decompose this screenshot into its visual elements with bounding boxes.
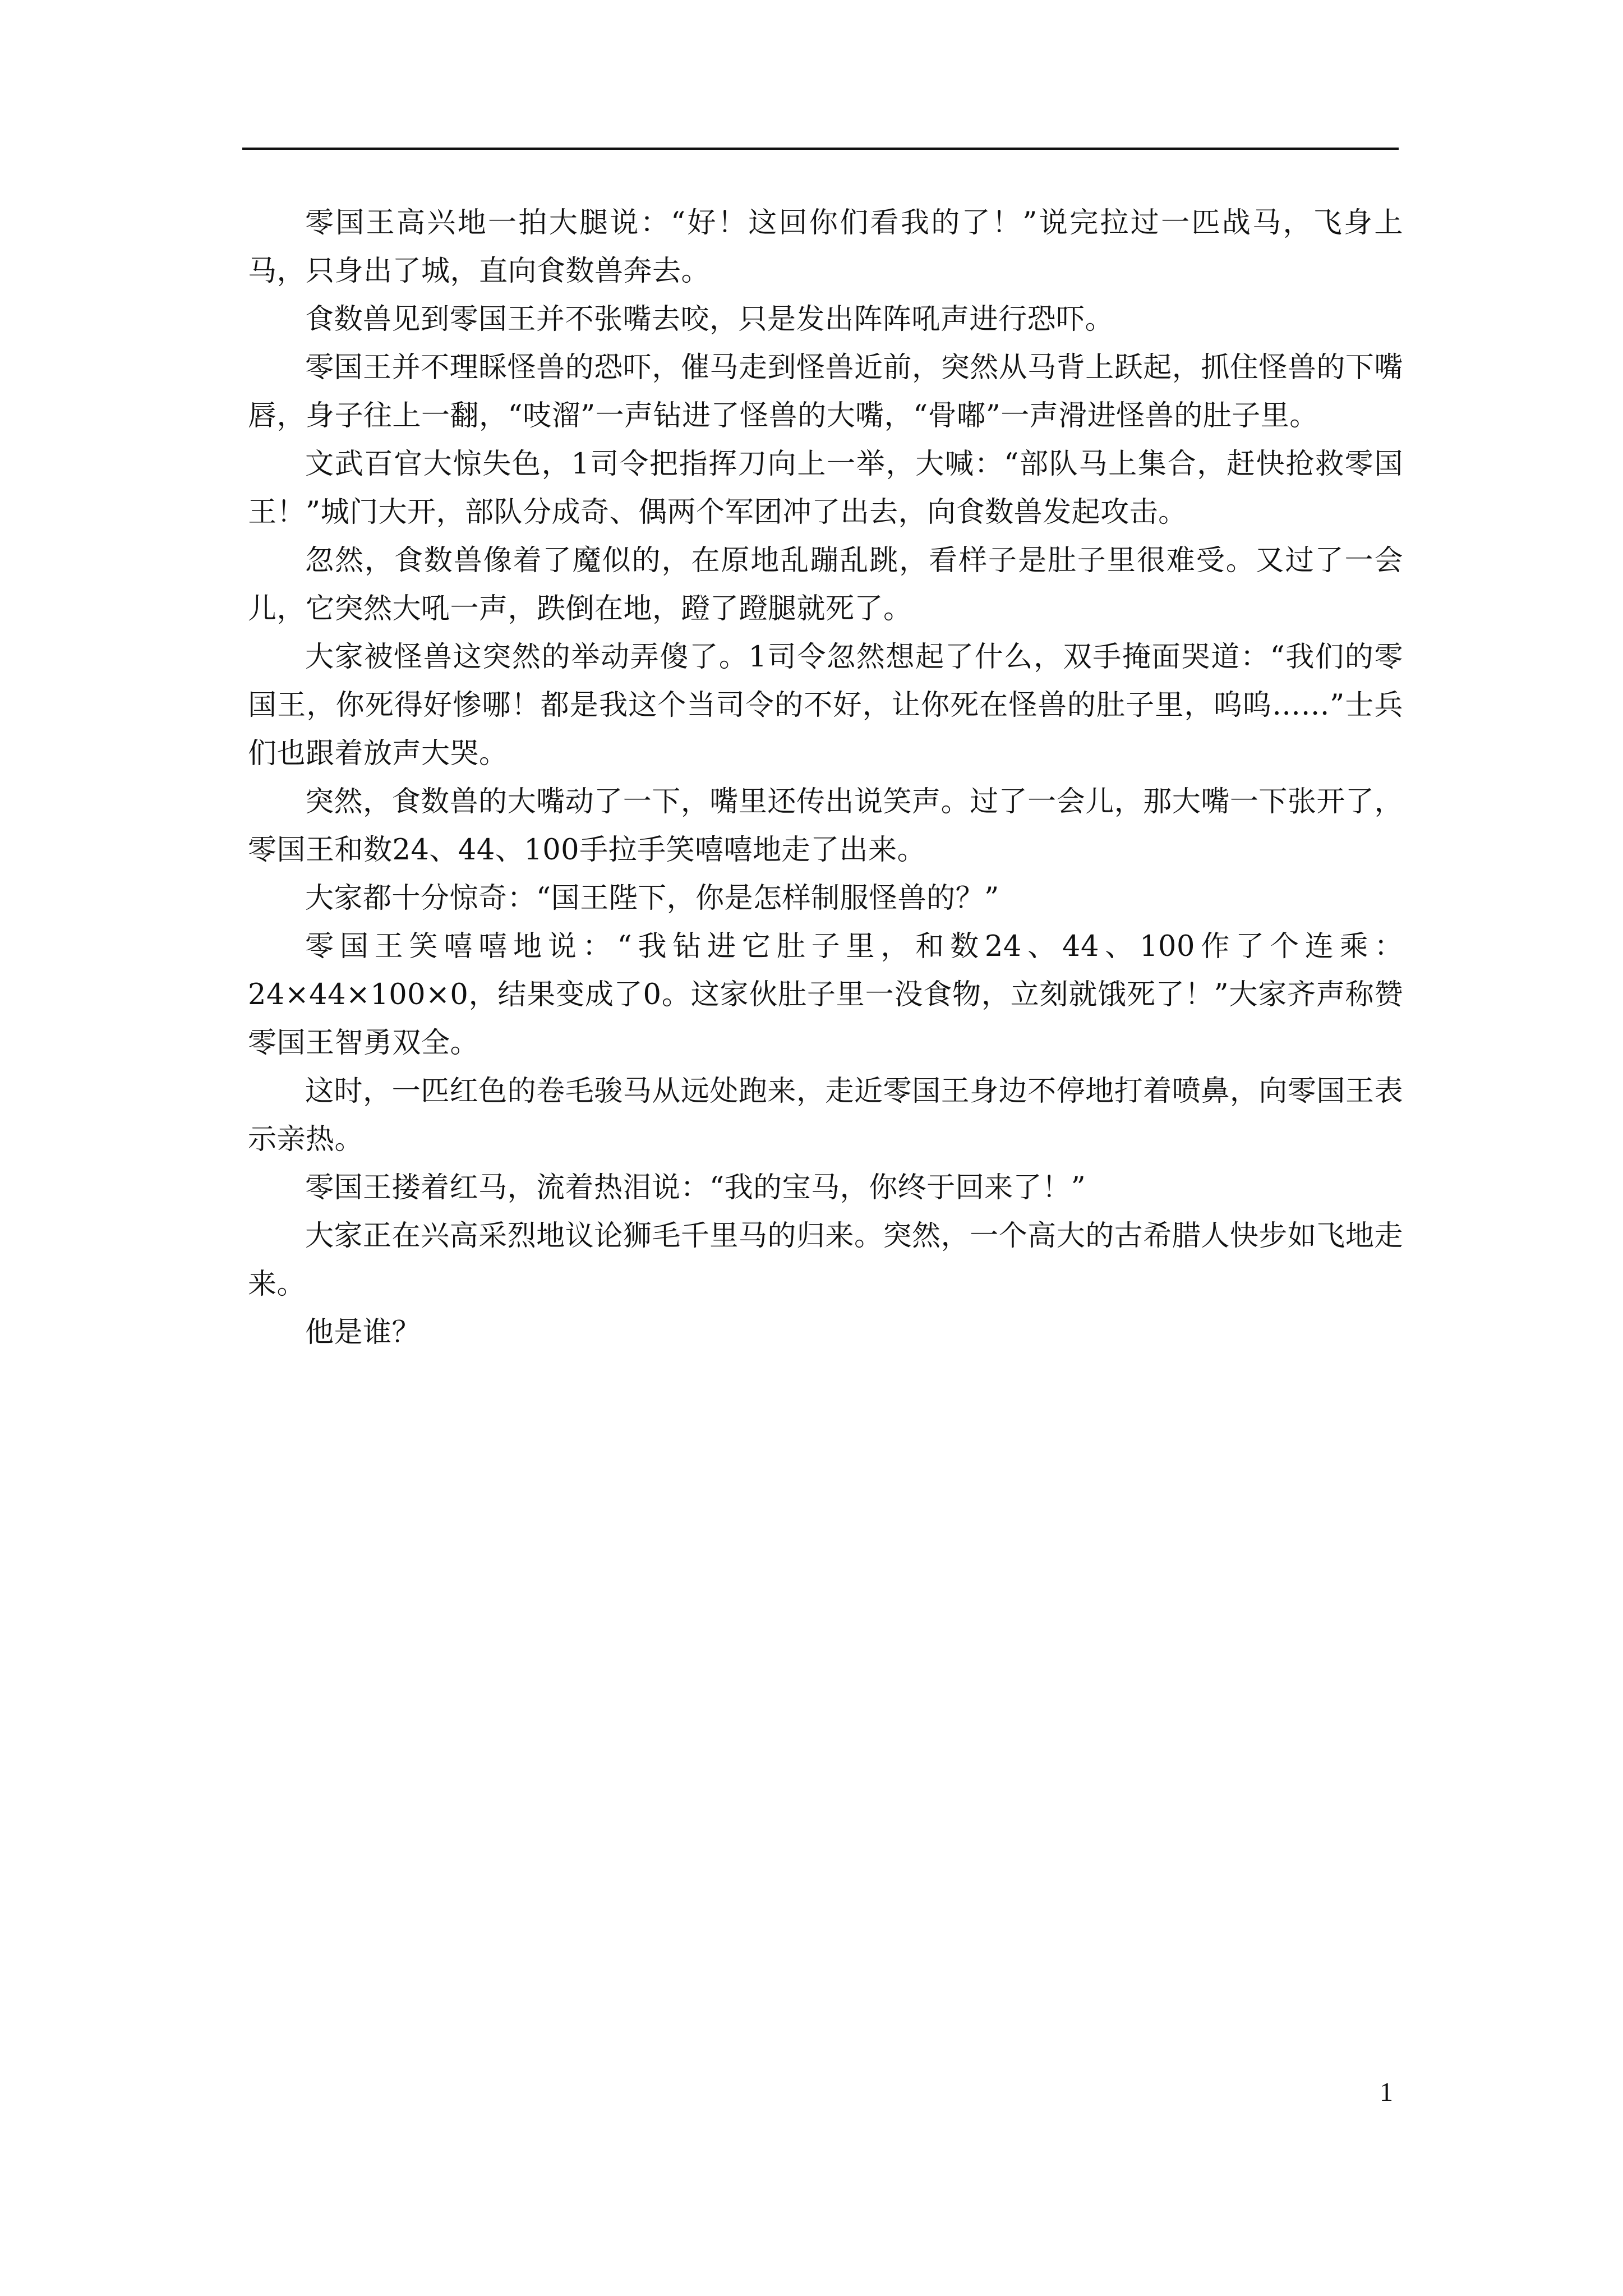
paragraph-1: 零国王高兴地一拍大腿说：“好！这回你们看我的了！”说完拉过一匹战马，飞身上马，只身出了城，直向食数兽奔去。 [248, 206, 1403, 288]
paragraph-9: 零国王笑嘻嘻地说：“我钻进它肚子里，和数24、44、100作了个连乘：24×44×100×0，结果变成了0。这家伙肚子里一没食物，立刻就饿死了！”大家齐声称赞零国王智勇双全。 [248, 930, 1403, 1060]
paragraph-6: 大家被怪兽这突然的举动弄傻了。1司令忽然想起了什么，双手掩面哭道：“我们的零国王，你死得好惨哪！都是我这个当司令的不好，让你死在怪兽的肚子里，呜呜……”士兵们也跟着放声大哭。 [248, 641, 1403, 770]
paragraph-3: 零国王并不理睬怪兽的恐吓，催马走到怪兽近前，突然从马背上跃起，抓住怪兽的下嘴唇，身子往上一翻，“吱溜”一声钻进了怪兽的大嘴，“骨嘟”一声滑进怪兽的肚子里。 [248, 351, 1403, 432]
paragraph-4: 文武百官大惊失色，1司令把指挥刀向上一举，大喊：“部队马上集合，赶快抢救零国王！”城门大开，部队分成奇、偶两个军团冲了出去，向食数兽发起攻击。 [248, 448, 1403, 529]
paragraph-8: 大家都十分惊奇：“国王陛下，你是怎样制服怪兽的？” [305, 882, 999, 915]
body-text [248, 199, 1403, 1357]
page-number: 1 [1380, 2077, 1393, 2107]
paragraph-2: 食数兽见到零国王并不张嘴去咬，只是发出阵阵吼声进行恐吓。 [305, 303, 1114, 336]
paragraph-13: 他是谁？ [305, 1316, 421, 1349]
header-rule [242, 148, 1399, 150]
paragraph-12: 大家正在兴高采烈地议论狮毛千里马的归来。突然，一个高大的古希腊人快步如飞地走来。 [248, 1220, 1403, 1301]
paragraph-10: 这时，一匹红色的卷毛骏马从远处跑来，走近零国王身边不停地打着喷鼻，向零国王表示亲热。 [248, 1075, 1403, 1156]
paragraph-7: 突然，食数兽的大嘴动了一下，嘴里还传出说笑声。过了一会儿，那大嘴一下张开了，零国王和数24、44、100手拉手笑嘻嘻地走了出来。 [248, 785, 1403, 867]
paragraph-5: 忽然，食数兽像着了魔似的，在原地乱蹦乱跳，看样子是肚子里很难受。又过了一会儿，它突然大吼一声，跌倒在地，蹬了蹬腿就死了。 [248, 544, 1403, 625]
paragraph-11: 零国王搂着红马，流着热泪说：“我的宝马，你终于回来了！” [305, 1171, 1086, 1204]
